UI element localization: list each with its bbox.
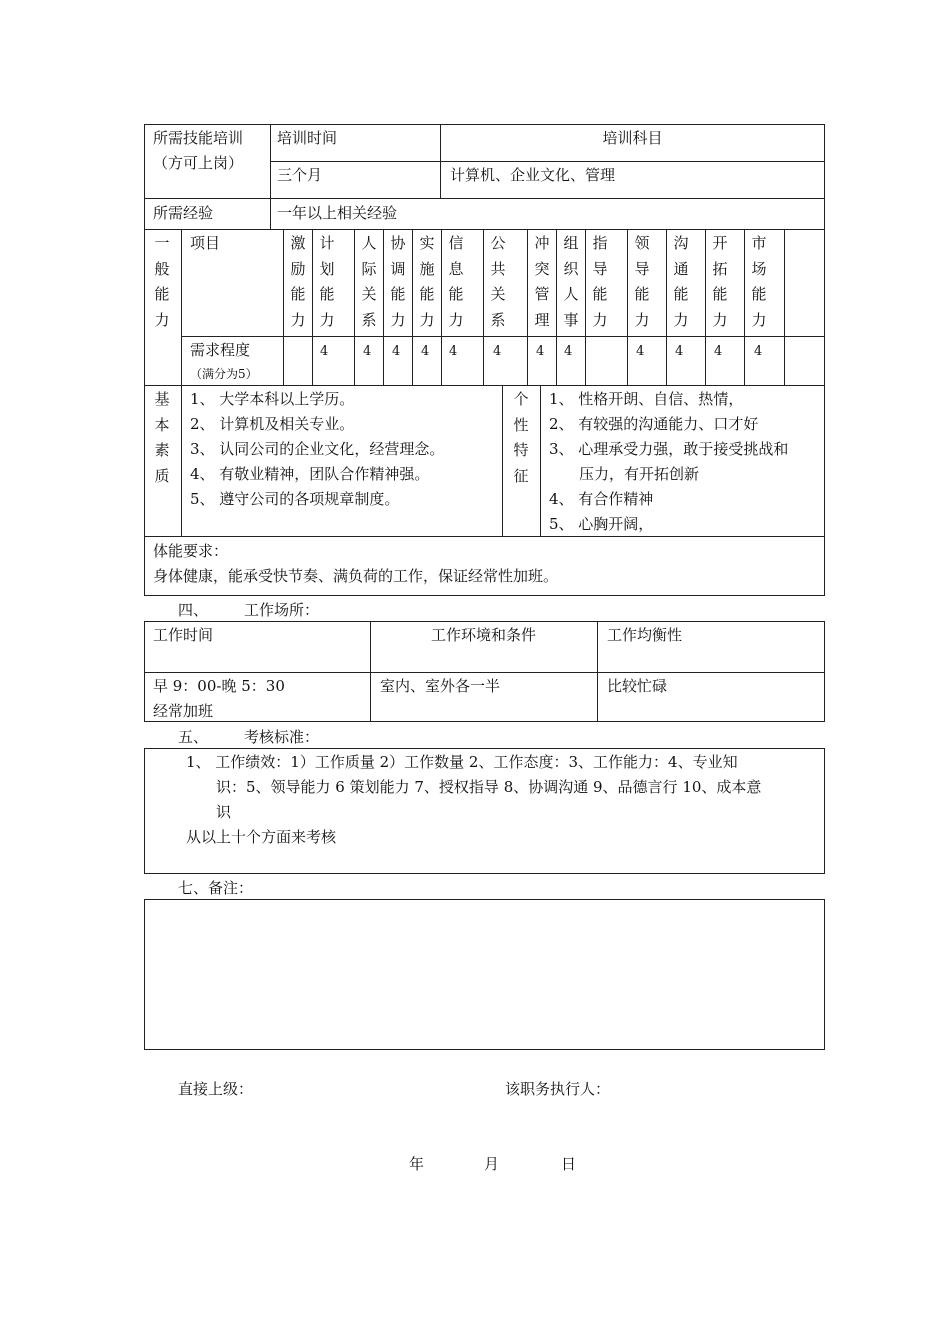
work-time-overtime: 经常加班: [153, 702, 214, 720]
ability-column-name: 人际关系: [361, 234, 377, 329]
personality-item: 1、 性格开朗、自信、热情，: [549, 390, 744, 408]
ability-column-name: 冲突管理: [534, 234, 550, 329]
ability-column-name: 指导能力: [592, 234, 608, 329]
rule: [441, 229, 442, 385]
ability-column-name: 实施能力: [419, 234, 435, 329]
ability-side-label: 一般能力: [154, 234, 170, 329]
rule: [144, 385, 825, 386]
personality-item: 2、 有较强的沟通能力、口才好: [549, 415, 759, 433]
ability-score: 4: [392, 344, 401, 359]
demand-label: 需求程度: [190, 341, 251, 359]
ability-score: 4: [536, 344, 545, 359]
quality-item: 3、 认同公司的企业文化，经营理念。: [190, 440, 445, 458]
rule: [585, 229, 586, 385]
ability-column-name: 公共关系: [490, 234, 506, 329]
ability-score: 4: [714, 344, 723, 359]
ability-score: 4: [754, 344, 763, 359]
rule: [556, 229, 557, 385]
assessment-summary: 从以上十个方面来考核: [186, 828, 337, 846]
ability-score: 4: [449, 344, 458, 359]
rule: [412, 229, 413, 385]
rule: [784, 229, 785, 385]
ability-column-name: 开拓能力: [712, 234, 728, 329]
date-day: 日: [561, 1155, 577, 1173]
ability-score: 4: [421, 344, 430, 359]
quality-item: 5、 遵守公司的各项规章制度。: [190, 490, 400, 508]
experience-value: 一年以上相关经验: [277, 204, 398, 222]
ability-column-name: 市场能力: [751, 234, 767, 329]
rule: [312, 229, 313, 385]
personality-item: 3、 心理承受力强，敢于接受挑战和: [549, 440, 789, 458]
rule: [666, 229, 667, 385]
ability-item-label: 项目: [190, 234, 221, 252]
assessment-line: 识: [216, 803, 232, 821]
rule: [705, 229, 706, 385]
rule: [144, 198, 825, 199]
personality-item: 5、 心胸开阔，: [549, 515, 654, 533]
experience-label: 所需经验: [153, 204, 214, 222]
skills-label-sub: （方可上岗）: [153, 154, 244, 172]
skills-label: 所需技能培训: [153, 129, 244, 147]
rule: [181, 229, 182, 536]
ability-column-name: 计划能力: [319, 234, 335, 329]
physical-value: 身体健康，能承受快节奏、满负荷的工作，保证经常性加班。: [153, 567, 559, 585]
section4-number: 四、: [178, 601, 209, 619]
rule: [354, 229, 355, 385]
section5-heading: 考核标准：: [244, 728, 320, 746]
date-year: 年: [409, 1155, 425, 1173]
remarks-box: [144, 899, 825, 1050]
quality-item: 4、 有敬业精神，团队合作精神强。: [190, 465, 430, 483]
assessment-line: 识：5、领导能力 6 策划能力 7、授权指导 8、协调沟通 9、品德言行 10、成本意: [216, 778, 762, 796]
rule: [744, 229, 745, 385]
work-balance-value: 比较忙碌: [607, 677, 668, 695]
rule: [181, 336, 825, 337]
work-environment-value: 室内、室外各一半: [380, 677, 501, 695]
ability-score: 4: [675, 344, 684, 359]
ability-column-name: 组织人事: [563, 234, 579, 329]
date-month: 月: [484, 1155, 500, 1173]
ability-column-name: 信息能力: [448, 234, 464, 329]
executor-label: 该职务执行人：: [505, 1080, 611, 1098]
work-environment-header: 工作环境和条件: [430, 626, 536, 644]
section7-heading: 七、备注：: [178, 879, 254, 897]
ability-score: 4: [363, 344, 372, 359]
ability-score: 4: [564, 344, 573, 359]
section4-heading: 工作场所：: [244, 601, 320, 619]
rule: [540, 385, 541, 536]
personality-label: 个性特征: [513, 390, 529, 485]
rule: [144, 672, 825, 673]
rule: [144, 536, 825, 537]
rule: [383, 229, 384, 385]
demand-note: （满分为5）: [190, 367, 258, 381]
quality-label: 基本素质: [154, 390, 170, 485]
work-time-header: 工作时间: [153, 626, 214, 644]
work-balance-header: 工作均衡性: [607, 626, 683, 644]
training-subject-header: 培训科目: [602, 129, 663, 147]
rule: [502, 385, 503, 536]
rule: [270, 161, 825, 162]
personality-item: 4、 有合作精神: [549, 490, 654, 508]
ability-score: 4: [493, 344, 502, 359]
quality-item: 1、 大学本科以上学历。: [190, 390, 355, 408]
training-subject-value: 计算机、企业文化、管理: [450, 166, 616, 184]
rule: [483, 229, 484, 385]
work-time-value: 早 9：00-晚 5：30: [153, 677, 285, 695]
section5-number: 五、: [178, 728, 209, 746]
rule: [527, 229, 528, 385]
personality-item: 压力，有开拓创新: [579, 465, 700, 483]
training-time-value: 三个月: [277, 166, 323, 184]
quality-item: 2、 计算机及相关专业。: [190, 415, 355, 433]
ability-score: 4: [636, 344, 645, 359]
ability-score: 4: [320, 344, 329, 359]
training-time-header: 培训时间: [277, 129, 338, 147]
assessment-line: 1、 工作绩效：1）工作质量 2）工作数量 2、工作态度：3、工作能力：4、专业知: [186, 753, 738, 771]
ability-column-name: 领导能力: [634, 234, 650, 329]
rule: [627, 229, 628, 385]
rule: [597, 621, 598, 722]
physical-label: 体能要求：: [153, 542, 229, 560]
ability-column-name: 激励能力: [290, 234, 306, 329]
rule: [283, 229, 284, 385]
ability-column-name: 沟通能力: [673, 234, 689, 329]
ability-column-name: 协调能力: [390, 234, 406, 329]
supervisor-label: 直接上级：: [178, 1080, 254, 1098]
rule: [270, 124, 271, 229]
rule: [144, 229, 825, 230]
